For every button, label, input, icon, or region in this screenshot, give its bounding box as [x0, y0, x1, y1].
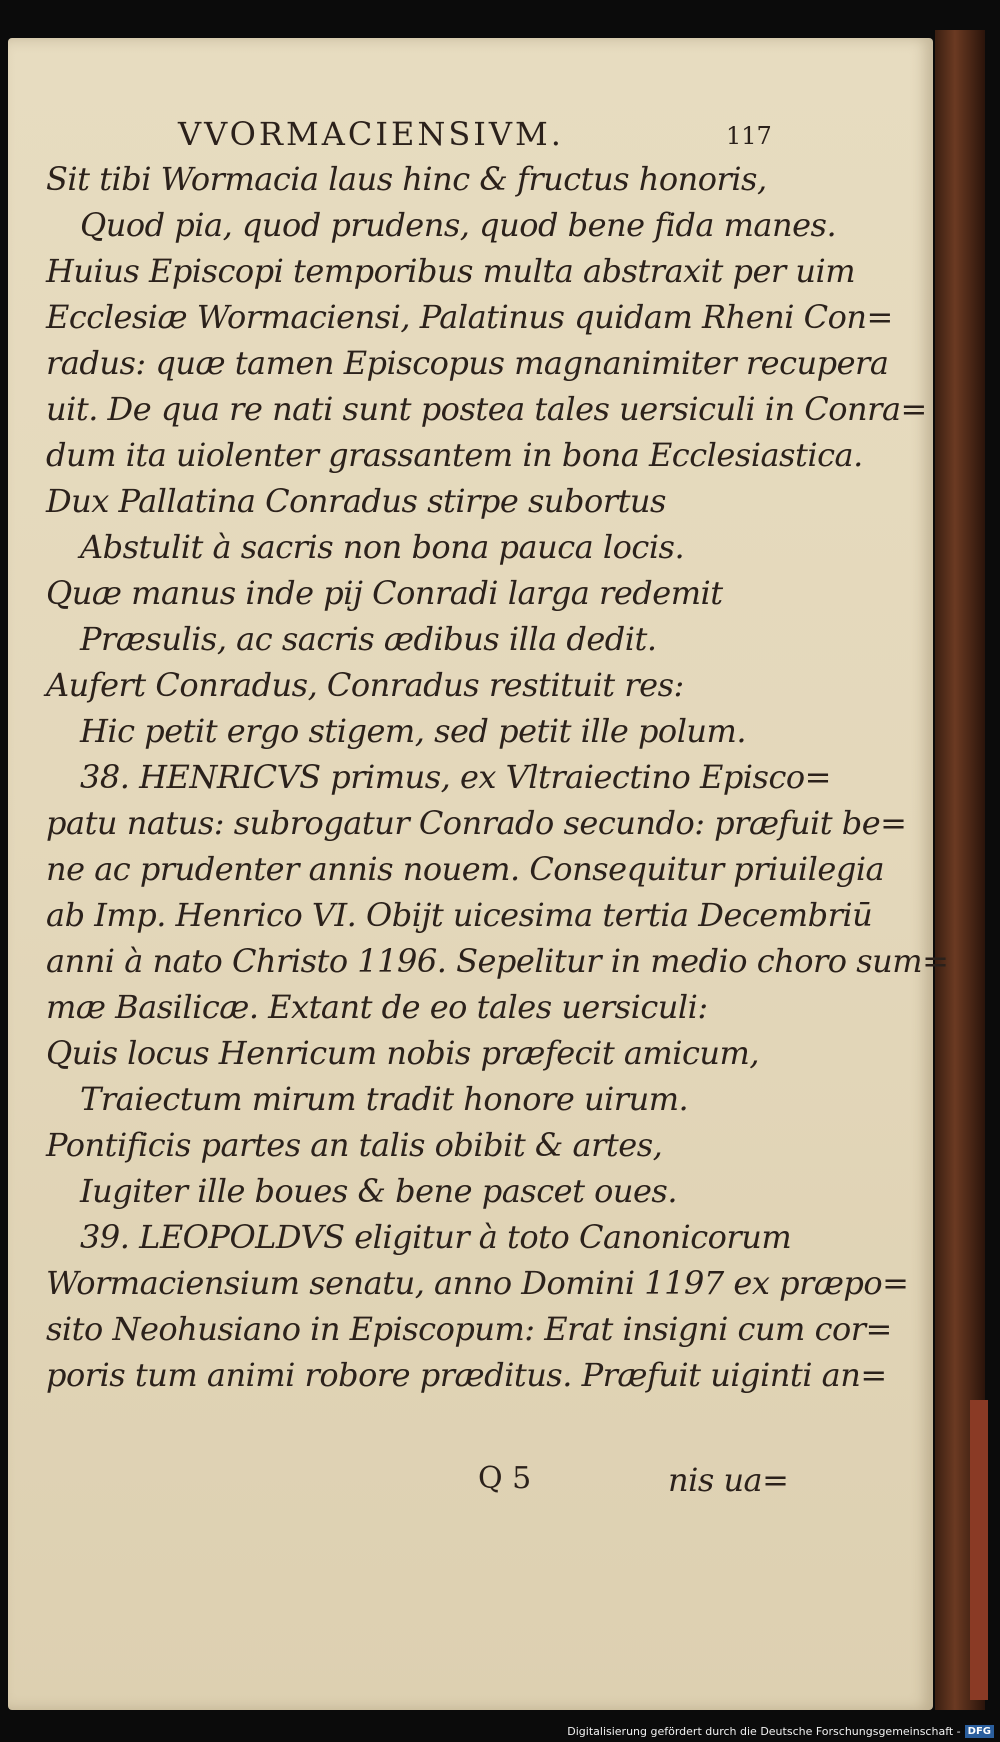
page-number: 117 [726, 122, 772, 150]
catchword: nis ua= [668, 1461, 789, 1499]
text-line: Pontificis partes an talis obibit & artes, [46, 1126, 663, 1164]
text-line: Quæ manus inde pij Conradi larga redemit [46, 574, 723, 612]
text-line: Quis locus Henricum nobis præfecit amicum, [46, 1034, 760, 1072]
text-line: Hic petit ergo stigem, sed petit ille polum. [80, 712, 747, 750]
text-line: dum ita uiolenter grassantem in bona Ecclesiastica. [46, 436, 863, 474]
text-line: mæ Basilicæ. Extant de eo tales uersiculi: [46, 988, 708, 1026]
text-line: Sit tibi Wormacia laus hinc & fructus honoris, [46, 160, 767, 198]
text-line: Præsulis, ac sacris ædibus illa dedit. [80, 620, 657, 658]
digitization-credit [567, 1725, 994, 1738]
text-line: ab Imp. Henrico VI. Obijt uicesima tertia Decembriū [46, 896, 873, 934]
text-line: Ecclesiæ Wormaciensi, Palatinus quidam Rheni Con= [46, 298, 893, 336]
text-line: patu natus: subrogatur Conrado secundo: præfuit be= [46, 804, 907, 842]
dfg-logo: DFG [965, 1725, 994, 1738]
page-text-block [8, 38, 949, 1710]
book-page [8, 38, 949, 1710]
text-line: Quod pia, quod prudens, quod bene fida manes. [80, 206, 837, 244]
text-line: Aufert Conradus, Conradus restituit res: [46, 666, 684, 704]
text-line: uit. De qua re nati sunt postea tales uersiculi in Conra= [46, 390, 927, 428]
text-line: 39. LEOPOLDVS eligitur à toto Canonicorum [80, 1218, 792, 1256]
running-head: VVORMACIENSIVM. [178, 115, 564, 153]
text-line: radus: quæ tamen Episcopus magnanimiter recupera [46, 344, 889, 382]
text-line: Huius Episcopi temporibus multa abstraxit per uim [46, 252, 856, 290]
text-line: Traiectum mirum tradit honore uirum. [80, 1080, 689, 1118]
credit-text: Digitalisierung gefördert durch die Deutsche Forschungsgemeinschaft - [567, 1725, 961, 1738]
text-line: ne ac prudenter annis nouem. Consequitur priuilegia [46, 850, 885, 888]
text-line: Iugiter ille boues & bene pascet oues. [80, 1172, 678, 1210]
text-line: Dux Pallatina Conradus stirpe subortus [46, 482, 666, 520]
text-line: Abstulit à sacris non bona pauca locis. [80, 528, 685, 566]
signature-mark: Q 5 [478, 1461, 532, 1496]
text-line: 38. HENRICVS primus, ex Vltraiectino Episco= [80, 758, 831, 796]
text-line: anni à nato Christo 1196. Sepelitur in medio choro sum= [46, 942, 949, 980]
book-edge-strip [970, 1400, 988, 1700]
text-line: Wormaciensium senatu, anno Domini 1197 ex præpo= [46, 1264, 909, 1302]
text-line: poris tum animi robore præditus. Præfuit uiginti an= [46, 1356, 887, 1394]
text-line: sito Neohusiano in Episcopum: Erat insigni cum cor= [46, 1310, 892, 1348]
